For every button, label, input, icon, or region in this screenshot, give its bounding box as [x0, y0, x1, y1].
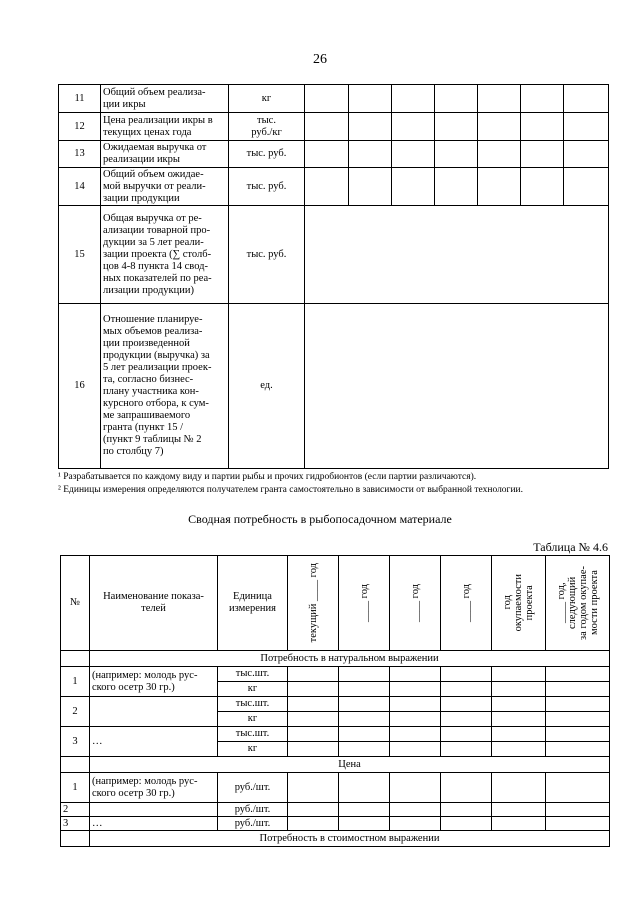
cell[interactable]: [564, 168, 609, 206]
row-name: [90, 803, 218, 817]
row-unit: кг: [218, 682, 288, 697]
row-name: …: [90, 727, 218, 757]
cell[interactable]: [441, 773, 492, 803]
cell[interactable]: [392, 85, 435, 113]
cell[interactable]: [435, 113, 478, 141]
cell[interactable]: [339, 803, 390, 817]
cell[interactable]: [288, 727, 339, 742]
cell[interactable]: [339, 682, 390, 697]
cell[interactable]: [546, 742, 610, 757]
row-unit: руб./шт.: [218, 773, 288, 803]
cell[interactable]: [390, 682, 441, 697]
row-name: Ожидаемая выручка от реализации икры: [101, 141, 229, 168]
row-unit: тыс. руб.: [229, 168, 305, 206]
row-unit: руб./шт.: [218, 817, 288, 831]
row-unit: тыс. руб.: [229, 206, 305, 304]
cell[interactable]: [546, 697, 610, 712]
row-unit: кг: [218, 712, 288, 727]
cell[interactable]: [390, 742, 441, 757]
row-number: 16: [59, 304, 101, 469]
header-year-3: ____ год: [390, 556, 441, 651]
cell[interactable]: [441, 727, 492, 742]
cell[interactable]: [288, 697, 339, 712]
cell[interactable]: [521, 168, 564, 206]
header-year-2: ____ год: [339, 556, 390, 651]
cell[interactable]: [305, 168, 349, 206]
cell[interactable]: [390, 803, 441, 817]
row-number: 1: [61, 773, 90, 803]
cell[interactable]: [288, 682, 339, 697]
header-after-payback-year: ____ год, следующий за годом окупае- мости проекта: [546, 556, 610, 651]
cell[interactable]: [390, 773, 441, 803]
cell[interactable]: [441, 817, 492, 831]
cell[interactable]: [546, 712, 610, 727]
cell[interactable]: [492, 742, 546, 757]
row-name: [90, 697, 218, 727]
row-unit: тыс.шт.: [218, 727, 288, 742]
fry-demand-table: [60, 555, 610, 847]
footnote-1: ¹ Разрабатывается по каждому виду и партии рыбы и прочих гидробионтов (если партии различаются).: [58, 472, 477, 482]
cell[interactable]: [339, 727, 390, 742]
merged-cell[interactable]: [305, 304, 609, 469]
cell[interactable]: [339, 667, 390, 682]
row-number: 1: [61, 667, 90, 697]
row-name: Цена реализации икры в текущих ценах года: [101, 113, 229, 141]
cell[interactable]: [564, 141, 609, 168]
row-unit: тыс.шт.: [218, 697, 288, 712]
cell[interactable]: [435, 168, 478, 206]
header-unit: Единица измерения: [218, 556, 288, 651]
cell[interactable]: [392, 113, 435, 141]
cell[interactable]: [305, 141, 349, 168]
cell[interactable]: [478, 168, 521, 206]
row-unit: кг: [218, 742, 288, 757]
cell[interactable]: [339, 697, 390, 712]
table-row: [59, 141, 609, 168]
row-unit: тыс. руб.: [229, 141, 305, 168]
cell[interactable]: [546, 682, 610, 697]
cell[interactable]: [390, 817, 441, 831]
cell[interactable]: [546, 667, 610, 682]
cell[interactable]: [546, 773, 610, 803]
row-number: 2: [61, 803, 90, 817]
row-number: 12: [59, 113, 101, 141]
row-name: (например: молодь рус- ского осетр 30 гр.): [90, 667, 218, 697]
cell[interactable]: [288, 712, 339, 727]
section-row: [61, 831, 610, 847]
cell[interactable]: [435, 85, 478, 113]
row-unit: кг: [229, 85, 305, 113]
row-name: Отношение планируе- мых объемов реализа- ции произведенной продукции (выручка) за 5 лет реализации проек- та, согласно бизнес- плану участника кон- курсного отбора, к сум- ме запрашиваемого гранта (пункт 15 / (пункт 9 таблицы № 2 по столбцу 7): [101, 304, 229, 469]
table-row: [61, 817, 610, 831]
production-table: [58, 84, 609, 469]
cell[interactable]: [349, 168, 392, 206]
cell[interactable]: [339, 773, 390, 803]
cell[interactable]: [546, 817, 610, 831]
cell[interactable]: [441, 667, 492, 682]
cell[interactable]: [339, 817, 390, 831]
header-num: №: [61, 556, 90, 651]
cell[interactable]: [492, 682, 546, 697]
cell[interactable]: [390, 667, 441, 682]
cell[interactable]: [478, 141, 521, 168]
row-unit: тыс.шт.: [218, 667, 288, 682]
table-row: [59, 85, 609, 113]
header-row: [61, 556, 610, 651]
cell[interactable]: [349, 113, 392, 141]
table-row: [61, 667, 610, 682]
cell[interactable]: [288, 773, 339, 803]
cell[interactable]: [349, 141, 392, 168]
row-number: 11: [59, 85, 101, 113]
header-name: Наименование показа- телей: [90, 556, 218, 651]
table-row: [59, 206, 609, 304]
cell[interactable]: [521, 85, 564, 113]
section-value: Потребность в стоимостном выражении: [90, 831, 610, 847]
row-name: (например: молодь рус- ского осетр 30 гр.): [90, 773, 218, 803]
table-row: [61, 697, 610, 712]
cell[interactable]: [492, 667, 546, 682]
header-year-current: текущий ____ год: [288, 556, 339, 651]
row-name: Общий объем реализа- ции икры: [101, 85, 229, 113]
cell[interactable]: [546, 727, 610, 742]
cell[interactable]: [288, 667, 339, 682]
table-row: [59, 304, 609, 469]
row-number: 3: [61, 727, 90, 757]
cell[interactable]: [478, 85, 521, 113]
footnote-2: ² Единицы измерения определяются получателем гранта самостоятельно в зависимости от выбранной технологии.: [58, 485, 523, 495]
header-payback-year: год окупаемости проекта: [492, 556, 546, 651]
row-number: 14: [59, 168, 101, 206]
table-row: [59, 168, 609, 206]
cell[interactable]: [492, 817, 546, 831]
cell[interactable]: [564, 85, 609, 113]
section-natural: Потребность в натуральном выражении: [90, 651, 610, 667]
cell[interactable]: [305, 113, 349, 141]
row-name: Общий объем ожидае- мой выручки от реали- зации продукции: [101, 168, 229, 206]
cell[interactable]: [492, 727, 546, 742]
row-unit: ед.: [229, 304, 305, 469]
header-year-4: ____ год: [441, 556, 492, 651]
row-number: 3: [61, 817, 90, 831]
cell[interactable]: [492, 697, 546, 712]
cell[interactable]: [390, 727, 441, 742]
cell[interactable]: [441, 697, 492, 712]
cell[interactable]: [441, 742, 492, 757]
row-number: 2: [61, 697, 90, 727]
cell[interactable]: [390, 712, 441, 727]
cell[interactable]: [441, 682, 492, 697]
cell[interactable]: [339, 712, 390, 727]
row-number: 13: [59, 141, 101, 168]
cell[interactable]: [492, 712, 546, 727]
table-caption: Таблица № 4.6: [533, 540, 608, 554]
cell[interactable]: [521, 113, 564, 141]
cell[interactable]: [349, 85, 392, 113]
table-row: [61, 803, 610, 817]
cell[interactable]: [390, 697, 441, 712]
section-price: Цена: [90, 757, 610, 773]
section-title: Сводная потребность в рыбопосадочном материале: [188, 512, 452, 526]
cell[interactable]: [288, 817, 339, 831]
row-number: 15: [59, 206, 101, 304]
cell[interactable]: [288, 742, 339, 757]
cell[interactable]: [441, 712, 492, 727]
cell[interactable]: [492, 773, 546, 803]
cell[interactable]: [441, 803, 492, 817]
row-name: …: [90, 817, 218, 831]
table-row: [61, 727, 610, 742]
cell[interactable]: [478, 113, 521, 141]
cell[interactable]: [521, 141, 564, 168]
table-row: [61, 773, 610, 803]
cell[interactable]: [392, 141, 435, 168]
table-row: [59, 113, 609, 141]
cell[interactable]: [339, 742, 390, 757]
cell[interactable]: [546, 803, 610, 817]
cell[interactable]: [288, 803, 339, 817]
row-unit: руб./шт.: [218, 803, 288, 817]
row-name: Общая выручка от ре- ализации товарной про- дукции за 5 лет реали- зации проекта (∑ столб- цов 4-8 пункта 14 свод- ных показателей по реа- лизации продукции): [101, 206, 229, 304]
cell[interactable]: [435, 141, 478, 168]
cell[interactable]: [305, 85, 349, 113]
cell[interactable]: [392, 168, 435, 206]
page-number: 26: [313, 52, 327, 67]
cell[interactable]: [492, 803, 546, 817]
section-row: [61, 757, 610, 773]
section-row: [61, 651, 610, 667]
merged-cell[interactable]: [305, 206, 609, 304]
row-unit: тыс. руб./кг: [229, 113, 305, 141]
cell[interactable]: [564, 113, 609, 141]
